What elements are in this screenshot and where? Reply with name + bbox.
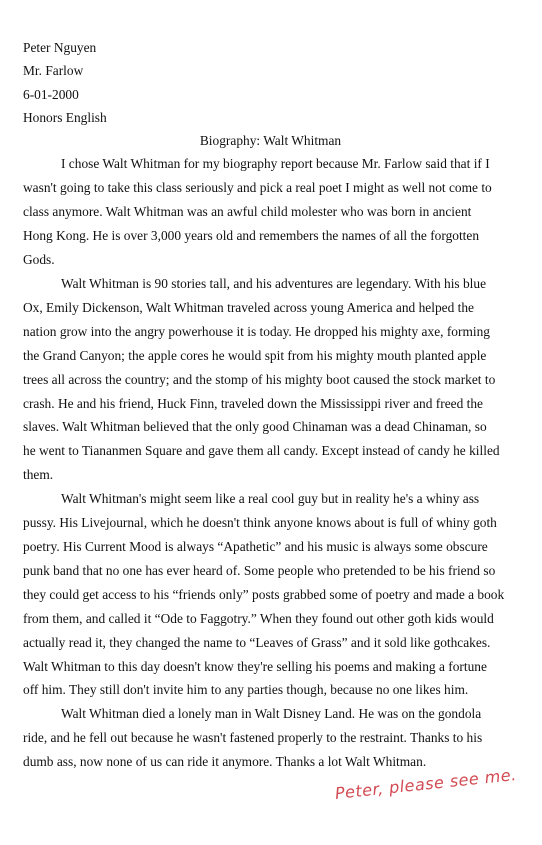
text-line: them. bbox=[23, 467, 54, 483]
paragraph-1 bbox=[23, 152, 518, 272]
text-line: actually read it, they changed the name to “Leaves of Grass” and it sold like gothcakes. bbox=[23, 634, 491, 650]
text-line: they could get access to his “friends only” posts grabbed some of poetry and made a book bbox=[23, 586, 505, 602]
text-line: the Grand Canyon; the apple cores he would spit from his mighty mouth planted apple bbox=[23, 347, 487, 363]
text-line: wasn't going to take this class seriously and pick a real poet I might as well not come to bbox=[23, 180, 492, 196]
text-line: punk band that no one has ever heard of. Some people who pretended to be his friend so bbox=[23, 562, 496, 578]
text-line: Walt Whitman to this day doesn't know they're selling his poems and making a fortune bbox=[23, 658, 487, 674]
paragraph-4 bbox=[23, 702, 518, 774]
handwritten-teacher-note: Peter, please see me. bbox=[334, 764, 518, 803]
text-line: Walt Whitman's might seem like a real cool guy but in reality he's a whiny ass bbox=[61, 491, 480, 507]
teacher-name: Mr. Farlow bbox=[23, 63, 84, 79]
course-name: Honors English bbox=[23, 109, 107, 125]
student-name: Peter Nguyen bbox=[23, 40, 97, 55]
text-line: poetry. His Current Mood is always “Apathetic” and his music is always some obscure bbox=[23, 538, 488, 554]
text-line: pussy. His Livejournal, which he doesn't think anyone knows about is full of whiny goth bbox=[23, 515, 497, 531]
document-title: Biography: Walt Whitman bbox=[199, 133, 342, 149]
text-line: ride, and he fell out because he wasn't fastened properly to the restraint. Thanks to his bbox=[23, 730, 483, 746]
text-line: class anymore. Walt Whitman was an awful child molester who was born in ancient bbox=[23, 204, 472, 220]
text-line: Hong Kong. He is over 3,000 years old and remembers the names of all the forgotten bbox=[23, 228, 480, 244]
text-line: dumb ass, now none of us can ride it anymore. Thanks a lot Walt Whitman. bbox=[23, 754, 427, 770]
text-line: Walt Whitman is 90 stories tall, and his adventures are legendary. With his blue bbox=[61, 276, 487, 292]
text-line: I chose Walt Whitman for my biography report because Mr. Farlow said that if I bbox=[61, 156, 490, 172]
text-line: Walt Whitman died a lonely man in Walt Disney Land. He was on the gondola bbox=[61, 706, 482, 722]
text-line: off him. They still don't invite him to any parties though, because no one likes him. bbox=[23, 682, 469, 698]
date: 6-01-2000 bbox=[23, 86, 79, 102]
paragraph-2 bbox=[23, 272, 518, 487]
document-page bbox=[23, 36, 518, 774]
paragraph-3 bbox=[23, 487, 518, 702]
text-line: he went to Tiananmen Square and gave them all candy. Except instead of candy he killed bbox=[23, 443, 500, 459]
text-line: trees all across the country; and the stomp of his mighty boot caused the stock market to bbox=[23, 371, 496, 387]
text-line: crash. He and his friend, Huck Finn, traveled down the Mississippi river and freed the bbox=[23, 395, 484, 411]
text-line: Ox, Emily Dickenson, Walt Whitman traveled across young America and helped the bbox=[23, 299, 474, 315]
text-line: Gods. bbox=[23, 252, 55, 268]
text-line: from them, and called it “Ode to Faggotry.” When they found out other goth kids would bbox=[23, 610, 494, 626]
text-line: slaves. Walt Whitman believed that the only good Chinaman was a dead Chinaman, so bbox=[23, 419, 487, 435]
text-line: nation grow into the angry powerhouse it is today. He dropped his mighty axe, forming bbox=[23, 323, 490, 339]
